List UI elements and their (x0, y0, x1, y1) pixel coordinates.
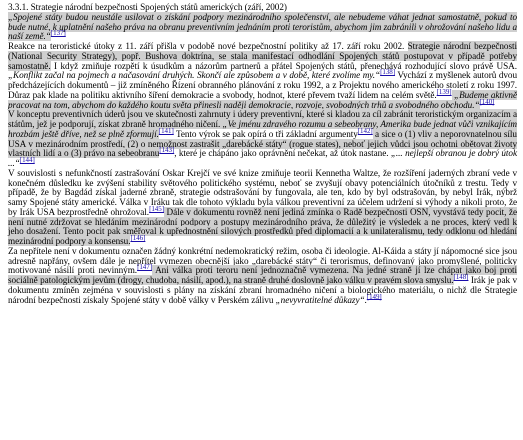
text-run: „Spojené státy budou neustále usilovat o získání podpory mezinárodního společenství, ale nebudeme váhat jednat samostatně, pokud to bude nutné, k uplatnění našeho práva na obranu preventivním jednáním proti teroristům, abychom jim zabránili v ohrožování našeho lidu a naší země.“ (8, 11, 517, 42)
paragraph (8, 247, 517, 306)
text-run: , které je chápáno jako oprávnění nečekat, až útok nastane. (174, 148, 391, 159)
section-heading: 3.3.1. Strategie národní bezpečnosti Spojených států amerických (září, 2002) (8, 2, 287, 12)
footnote-link[interactable]: [149] (366, 292, 382, 301)
text-run: Strategie národní bezpečnosti (National Security Strategy), popř. Bushova doktrína, se stala manifestací odhodlání Spojených států postupovat v případě potřeby samostatně. (8, 41, 517, 71)
text-run: V konceptu preventivních úderů jsou ve skutečnosti zahrnuty i údery preventivní, které si kladou za cíl zabránit teroristickým organizacím a státům, jež je podporují, získat zbraně hromadného ničení. (8, 109, 517, 129)
text-run: Reakce na teroristické útoky z 11. září přišla v podobě nové bezpečnostní politiky až 17. září roku 2002. (8, 41, 408, 51)
text-run: Za nepřítele není v dokumentu označen žádný konkrétní nedemokratický režim, osoba či ideologie. Al-Káida a státy jí nápomocné sice jsou adresně napřány, ovšem dále je nepřítel vymezen obecnější jako „darebácké státy“ či terorismus, definovaný jako promyšlené, politicky motivované násilí proti nevinným. (8, 245, 517, 276)
footnote-link[interactable]: [148] (453, 272, 469, 281)
footnote-link[interactable]: [137] (50, 29, 66, 38)
footnote-link[interactable]: [141] (158, 126, 174, 135)
text-run: „Ve jménu zdravého rozumu a sebeobrany, Amerika bude jednat vůči vznikajícím hrozbám ještě dříve, než se plně zformují. (8, 119, 517, 139)
footnote-link[interactable]: [144] (19, 155, 35, 164)
text-run: „Konflikt začal na pojmech a načasování druhých. Skončí ale způsobem a v době, které zvolíme my.“ (8, 70, 381, 81)
text-run: a sice o (1) vliv a neporovnatelnou sílu USA v mezinárodním prostředí, (2) o nemožnost zastrašit „darebácké státy“ (rogue states), neboť jejich vůdci jsou ochotni obětovat životy vlastních lidí a o (3) právo na sebeobranu (8, 128, 517, 159)
text-run: I když zmiňuje rozpětí k úsudkům a názorům partnerů a přátel Spojených států, přenechává rozhodující slovo právě USA. (50, 60, 517, 71)
text-run: Dále v dokumentu rovněž není jediná zmínka o Radě bezpečnosti OSN, vyvstává tedy pocit, že není nutné zdržovat se hledáním mezinárodní podpory a postupy mezinárodního práva, že důležitý je výsledek a ne proces, který vedl k jeho dosažení. Tento pocit pak směřoval k upřednostnění silových prostředků před diplomacií a k unilateralismu, tedy odklonu od hledání mezinárodní podpory a konsensu. (8, 206, 517, 246)
footnote-link[interactable]: [147] (137, 263, 152, 272)
text-run: „Budeme aktivně pracovat na tom, abychom do každého koutu světa přinesli naději demokracie, rozvoje, svobodných trhů a svobodného obchodu.“ (8, 89, 517, 110)
footnote-link[interactable]: [138] (380, 68, 396, 77)
text-run: Vychází z myšlenek autorů dvou předcházejících dokumentů – již zmíněného Řízení obranného plánování z roku 1992, a z Projektu nového amerického století z roku 1997. Důraz pak klade na politiku aktivního šíření demokracie a svobody, hodnot, které převem tvaží lidem na celém světě. (8, 70, 517, 100)
footnote-link[interactable]: [146] (130, 233, 146, 242)
text-run: Tento výrok se pak opírá o tři základní argumenty (173, 128, 358, 139)
text-run: „nevyvratitelné důkazy“ (275, 294, 365, 305)
footnote-link[interactable]: [140] (479, 97, 495, 106)
footnote-link[interactable]: [139] (436, 87, 452, 96)
paragraph (8, 169, 517, 247)
text-run: Irák je pak v dokumentu zmíněn zejména v souvislosti s plány na získání zbraní hromadného ničení a biologického materiálu, o nichž dle Strategie národní bezpečnosti získaly Spojené státy v době války v Perském zálivu (8, 275, 517, 305)
text-run: Ani válka proti teroru není jednoznačně vymezena. Na jedné straně jí lze chápat jako boj proti sociálně patologickým jevům (drogy, chudoba, násilí, apod.), na straně druhé doslovně jako válku v pravém slova smyslu. (8, 265, 518, 285)
paragraph (8, 110, 517, 169)
footnote-link[interactable]: [142] (357, 126, 373, 135)
text-run: V souvislosti s nefunkčností zastrašování Oskar Krejčí ve své knize zmiňuje teorii Kennetha Waltze, že rozšíření jaderných zbraní vede v konečném důsledku ke zvýšení stability světového politického systému, neboť se zvyšují obavy potenciálních útočníků z trestu. Tedy v případě, že by Bagdád získal jaderné zbraně, strategie odstrašování by fungovala, ale ten, kdo by byl odstrašován, by nebyl Irák, nýbrž samy Spojené státy americké. Válka v Iráku tak dle tohoto výkladu byla válkou preventivní za účelem udržení si výhody a nikoli proto, že by Irák USA bezprostředně ohrožoval. (8, 167, 517, 217)
paragraph (8, 13, 517, 42)
text-run: . (364, 294, 367, 305)
text-run: „... nejlepší obranou je dobrý útok ...“ (8, 148, 517, 168)
footnote-link[interactable]: [145] (149, 204, 164, 213)
footnote-link[interactable]: [143] (159, 146, 175, 155)
paragraph (8, 42, 517, 110)
